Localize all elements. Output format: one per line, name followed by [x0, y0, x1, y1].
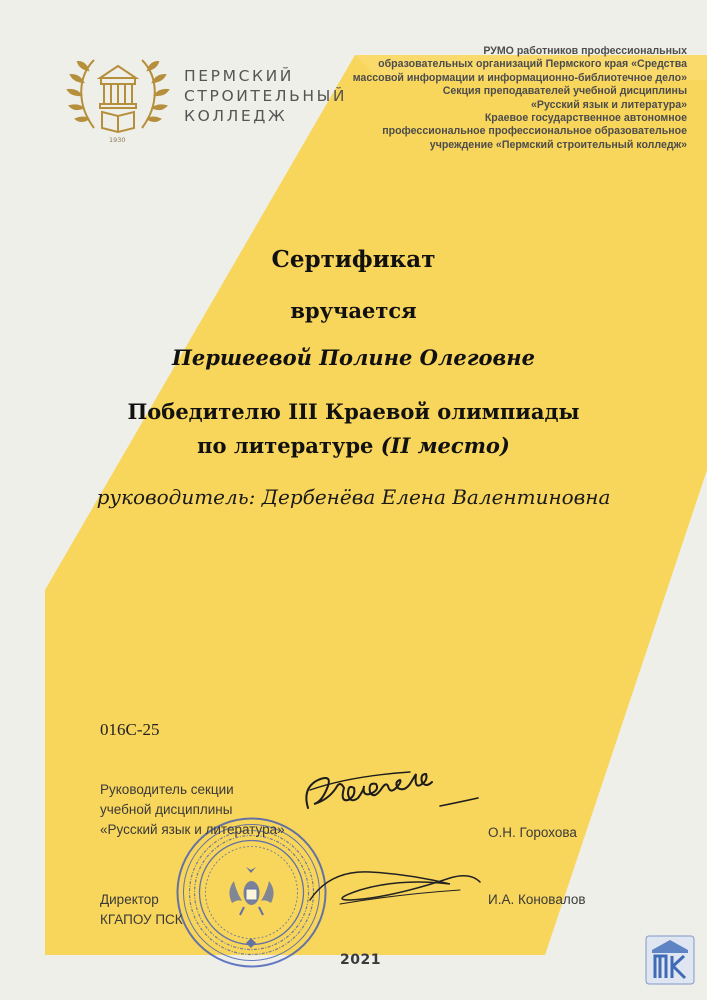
- achievement-line-1: Победителю III Краевой олимпиады: [127, 399, 580, 424]
- director-name: И.А. Коновалов: [488, 892, 586, 907]
- director-line: КГАПОУ ПСК: [100, 912, 183, 927]
- college-founded-year: 1930: [109, 136, 126, 144]
- college-name-line-3: КОЛЛЕДЖ: [184, 107, 288, 125]
- section-head-signature: [290, 760, 490, 830]
- director-line: Директор: [100, 892, 159, 907]
- organizer-block: [342, 45, 687, 152]
- section-head-line: «Русский язык и литература»: [100, 822, 285, 837]
- director-signature: [300, 860, 500, 920]
- section-head-title: [100, 780, 285, 840]
- director-title: [100, 890, 183, 930]
- achievement-text: [0, 395, 707, 463]
- organizer-line: Секция преподавателей учебной дисциплины: [442, 85, 687, 98]
- supervisor-line: руководитель: Дербенёва Елена Валентиновна: [96, 485, 611, 509]
- organizer-line: профессиональное профессиональное образовательное: [382, 125, 687, 138]
- college-name: [184, 66, 347, 126]
- section-head-line: Руководитель секции: [100, 782, 234, 797]
- achievement-line-2: [0, 429, 707, 463]
- awarded-text: вручается: [290, 298, 417, 323]
- recipient-name: Першеевой Полине Олеговне: [172, 345, 535, 370]
- college-name-line-1: ПЕРМСКИЙ: [184, 67, 294, 85]
- certificate-year: 2021: [340, 952, 381, 968]
- section-head-line: учебной дисциплины: [100, 802, 233, 817]
- achievement-place: (II место): [380, 433, 510, 458]
- organizer-line: Краевое государственное автономное: [484, 112, 687, 125]
- certificate-number: 016С-25: [100, 720, 160, 739]
- corner-pk-logo-icon: [644, 934, 696, 986]
- college-name-line-2: СТРОИТЕЛЬНЫЙ: [184, 87, 348, 105]
- organizer-line: РУМО работников профессиональных: [483, 45, 687, 57]
- organizer-line: «Русский язык и литература»: [531, 98, 687, 111]
- certificate-title: Сертификат: [271, 246, 436, 273]
- organizer-line: образовательных организаций Пермского края «Средства: [378, 58, 687, 71]
- organizer-line: массовой информации и информационно-библиотечное дело»: [352, 71, 687, 84]
- college-emblem-icon: [64, 48, 172, 148]
- section-head-name: О.Н. Горохова: [488, 825, 577, 840]
- achievement-subject: по литературе: [197, 433, 381, 458]
- organizer-line: учреждение «Пермский строительный колледж»: [429, 138, 687, 151]
